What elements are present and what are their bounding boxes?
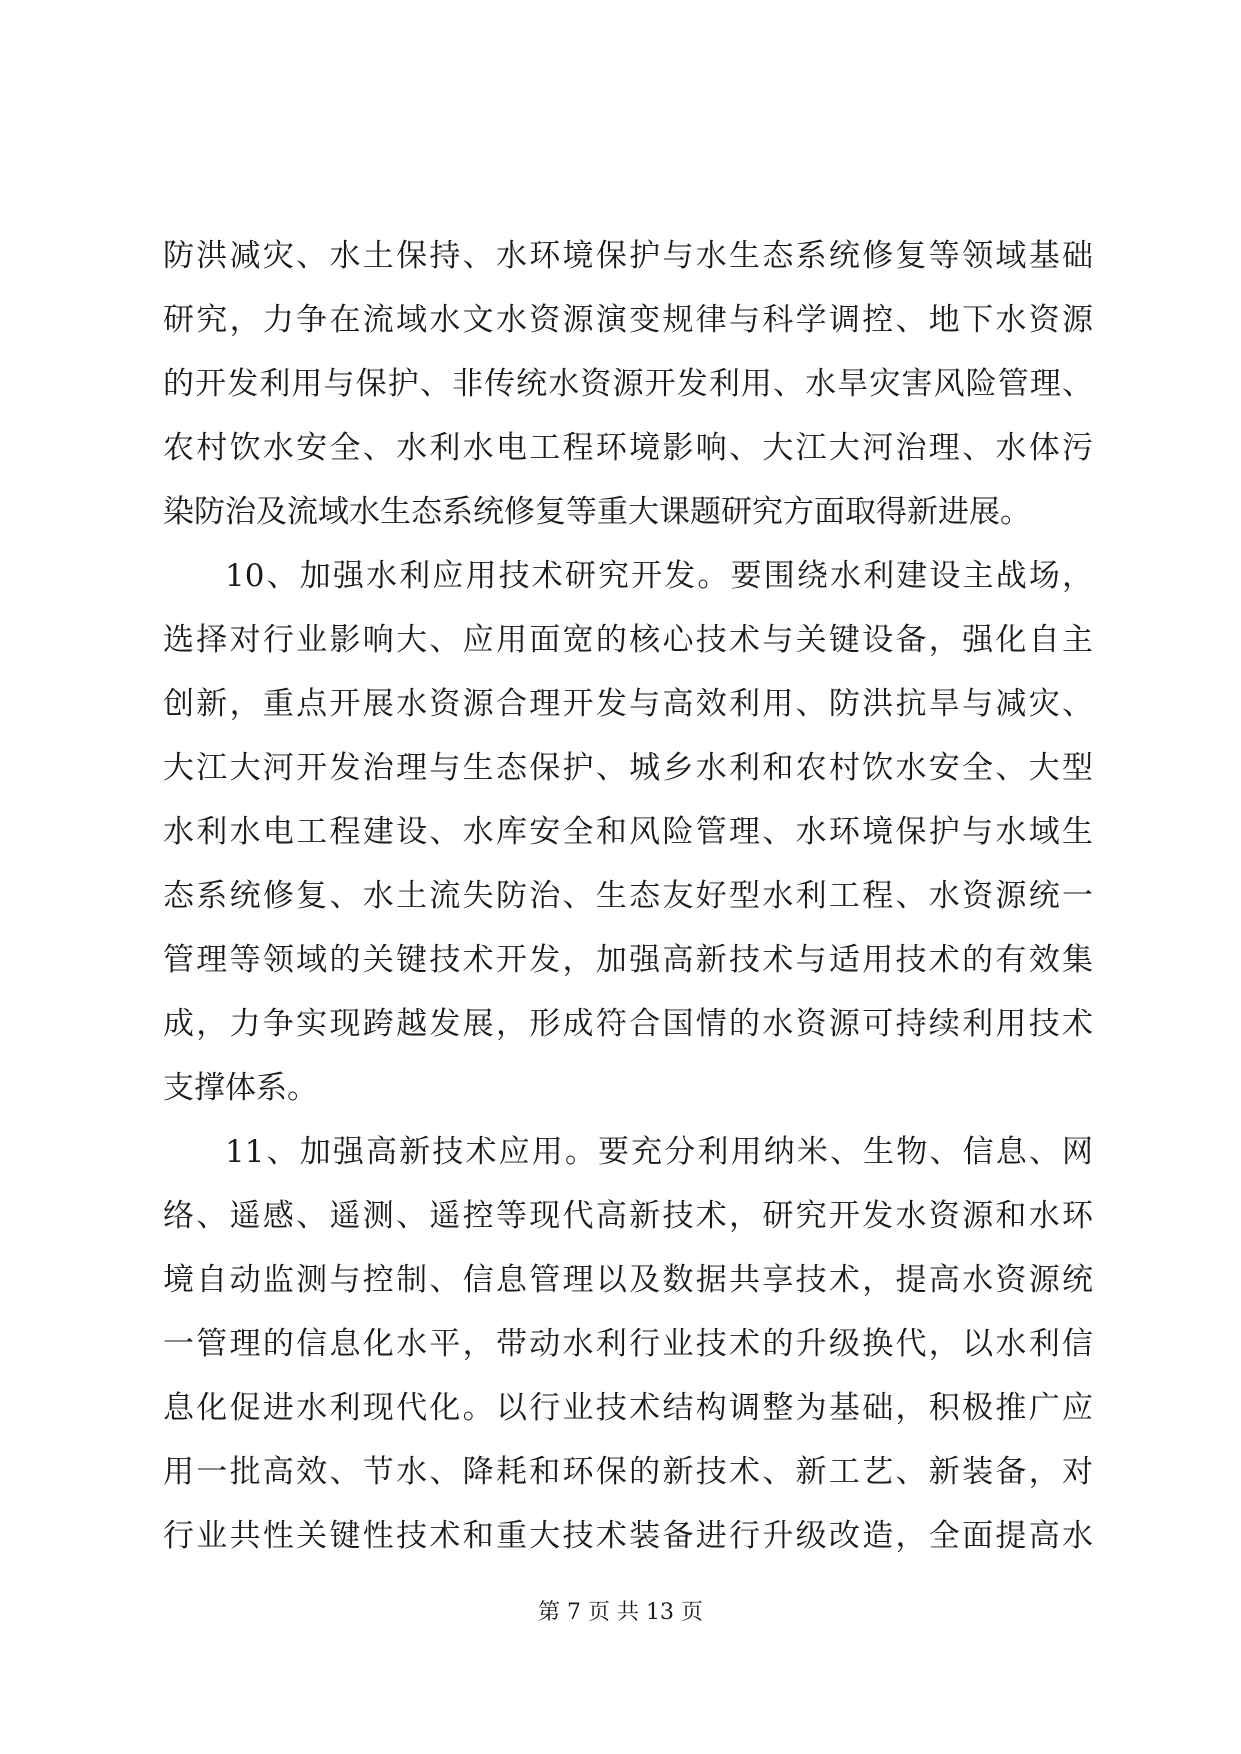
text-line: 支撑体系。 <box>163 1070 318 1106</box>
text-line: 研究，力争在流域水文水资源演变规律与科学调控、地下水资源 <box>163 302 1093 338</box>
text-line: 用一批高效、节水、降耗和环保的新技术、新工艺、新装备，对 <box>163 1454 1093 1490</box>
text-line: 一管理的信息化水平，带动水利行业技术的升级换代，以水利信 <box>163 1326 1093 1362</box>
page-number-footer: 第 7 页 共 13 页 <box>538 1600 703 1625</box>
text-line: 防洪减灾、水土保持、水环境保护与水生态系统修复等领域基础 <box>163 238 1093 274</box>
paragraph-first-line: 10、加强水利应用技术研究开发。要围绕水利建设主战场， <box>225 558 1093 594</box>
text-line: 态系统修复、水土流失防治、生态友好型水利工程、水资源统一 <box>163 878 1093 914</box>
text-line: 染防治及流域水生态系统修复等重大课题研究方面取得新进展。 <box>163 494 1031 530</box>
text-line: 行业共性关键性技术和重大技术装备进行升级改造，全面提高水 <box>163 1518 1093 1554</box>
text-line: 境自动监测与控制、信息管理以及数据共享技术，提高水资源统 <box>163 1262 1093 1298</box>
text-line: 络、遥感、遥测、遥控等现代高新技术，研究开发水资源和水环 <box>163 1198 1093 1234</box>
text-line: 农村饮水安全、水利水电工程环境影响、大江大河治理、水体污 <box>163 430 1093 466</box>
text-line: 水利水电工程建设、水库安全和风险管理、水环境保护与水域生 <box>163 814 1093 850</box>
text-line: 创新，重点开展水资源合理开发与高效利用、防洪抗旱与减灾、 <box>163 686 1093 722</box>
text-line: 息化促进水利现代化。以行业技术结构调整为基础，积极推广应 <box>163 1390 1093 1426</box>
paragraph-first-line: 11、加强高新技术应用。要充分利用纳米、生物、信息、网 <box>225 1134 1093 1170</box>
text-line: 管理等领域的关键技术开发，加强高新技术与适用技术的有效集 <box>163 942 1093 978</box>
text-line: 成，力争实现跨越发展，形成符合国情的水资源可持续利用技术 <box>163 1006 1093 1042</box>
text-line: 的开发利用与保护、非传统水资源开发利用、水旱灾害风险管理、 <box>163 366 1093 402</box>
text-line: 选择对行业影响大、应用面宽的核心技术与关键设备，强化自主 <box>163 622 1093 658</box>
document-body <box>163 224 1093 1568</box>
text-line: 大江大河开发治理与生态保护、城乡水利和农村饮水安全、大型 <box>163 750 1093 786</box>
